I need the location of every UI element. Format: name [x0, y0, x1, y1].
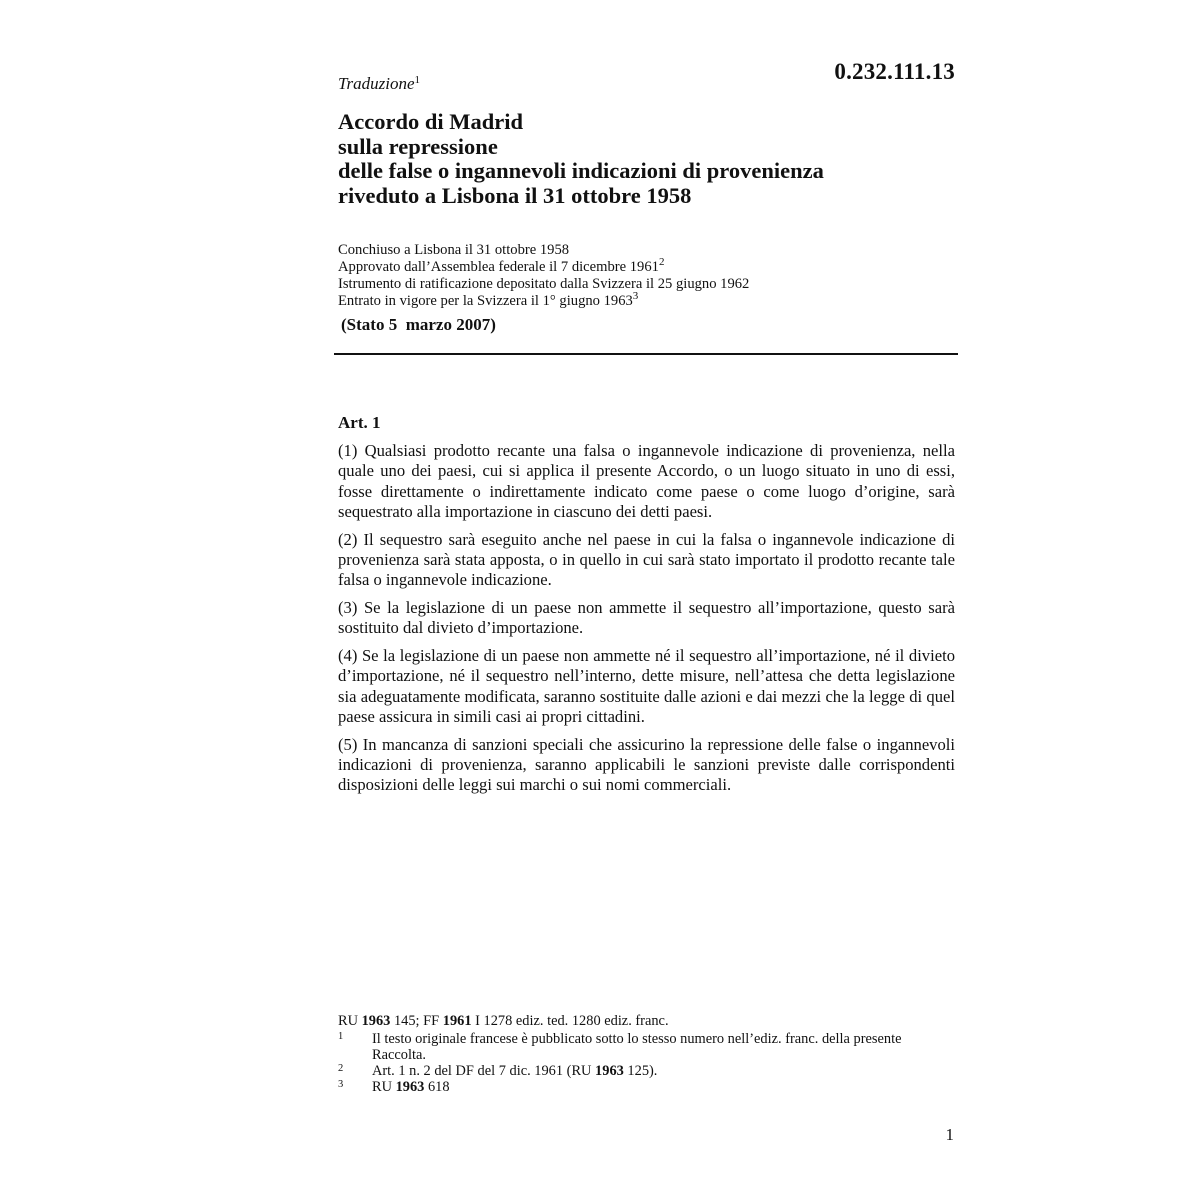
article-paragraph: (2) Il sequestro sarà eseguito anche nel paese in cui la falsa o ingannevole indicazione di provenienza sarà stata apposta, o in quello in cui sarà stato importato il prodotto recante tale falsa o ingannevole indicazione. [338, 529, 955, 590]
footnote-text: Il testo originale francese è pubblicato sotto lo stesso numero nell’ediz. franc. della presente Raccolta. [372, 1031, 902, 1063]
article-paragraph: (4) Se la legislazione di un paese non ammette né il sequestro all’importazione, né il divieto d’importazione, né il sequestro nell’interno, dette misure, nell’attesa che detta legislazione sia adeguatamente modificata, saranno sostituite dalle azioni e dai mezzi che la legge di quel paese assicura in simili casi ai propri cittadini. [338, 646, 955, 727]
document-title [338, 110, 958, 208]
footnote-text-post: 125). [623, 1063, 658, 1079]
footnote-ref-3[interactable]: 3 [632, 290, 639, 302]
footnote-text [372, 1063, 958, 1079]
ff-year: 1961 [442, 1013, 472, 1029]
concluded-date: Conchiuso a Lisbona il 31 ottobre 1958 [338, 242, 570, 258]
ru-year: 1963 [361, 1013, 391, 1029]
title-line: Accordo di Madrid [338, 109, 523, 134]
footnote-1 [338, 1031, 958, 1063]
footnote-text-bold: 1963 [395, 1079, 425, 1095]
footnote-number: 2 [338, 1063, 344, 1074]
ratification-date: Istrumento di ratificazione depositato dalla Svizzera il 25 giugno 1962 [338, 276, 750, 292]
footnote-2 [338, 1063, 958, 1079]
official-reference [338, 1013, 958, 1029]
footnote-text-pre: RU [372, 1079, 396, 1095]
footnote-text [372, 1079, 958, 1095]
entry-text: Entrato in vigore per la Svizzera il 1° giugno 1963 [338, 293, 633, 309]
translation-label [338, 74, 420, 94]
sr-number: 0.232.111.13 [834, 59, 955, 84]
article-paragraph: (3) Se la legislazione di un paese non ammette il sequestro all’importazione, questo sarà sostituito dal divieto d’importazione. [338, 598, 955, 638]
approved-date [338, 256, 958, 276]
article-paragraph: (1) Qualsiasi prodotto recante una falsa o ingannevole indicazione di provenienza, nella quale uno dei paesi, cui si applica il presente Accordo, o un luogo situato in uno di essi, fosse direttamente o indirettamente indicato come paese o come luogo d’origine, sarà sequestrato alla importazione in ciascuno dei detti paesi. [338, 441, 955, 521]
document-metadata [338, 242, 958, 310]
article-paragraph: (5) In mancanza di sanzioni speciali che assicurino la repressione delle false o ingannevoli indicazioni di provenienza, saranno applicabili le sanzioni previste dalle corrispondenti disposizioni delle leggi sui marchi o sui nomi commerciali. [338, 734, 955, 795]
ru-rest: 145; FF [390, 1013, 443, 1029]
page-number: 1 [945, 1125, 954, 1144]
header-divider [334, 353, 958, 355]
entry-into-force-date [338, 290, 958, 310]
approved-text: Approvato dall’Assemblea federale il 7 dicembre 1961 [338, 259, 659, 275]
footnote-ref-2[interactable]: 2 [658, 256, 665, 268]
article-body [338, 441, 955, 803]
footnote-3 [338, 1079, 958, 1095]
ff-rest: I 1278 ediz. ted. 1280 ediz. franc. [471, 1013, 669, 1029]
footnote-ref-1[interactable]: 1 [414, 74, 421, 86]
footnote-number: 3 [338, 1079, 344, 1090]
title-line: delle false o ingannevoli indicazioni di provenienza [338, 158, 824, 183]
status-date: (Stato 5 marzo 2007) [341, 315, 496, 334]
title-line: riveduto a Lisbona il 31 ottobre 1958 [338, 182, 692, 208]
article-heading: Art. 1 [338, 413, 381, 432]
footnotes [338, 1013, 958, 1095]
title-line: sulla repressione [338, 133, 498, 159]
footnote-text-bold: 1963 [595, 1063, 624, 1079]
ru-label: RU [338, 1013, 362, 1029]
footnote-text-pre: Art. 1 n. 2 del DF del 7 dic. 1961 (RU [372, 1063, 596, 1079]
translation-label-text: Traduzione [338, 74, 415, 93]
footnote-number: 1 [338, 1031, 344, 1042]
footnote-text-post: 618 [424, 1079, 450, 1095]
